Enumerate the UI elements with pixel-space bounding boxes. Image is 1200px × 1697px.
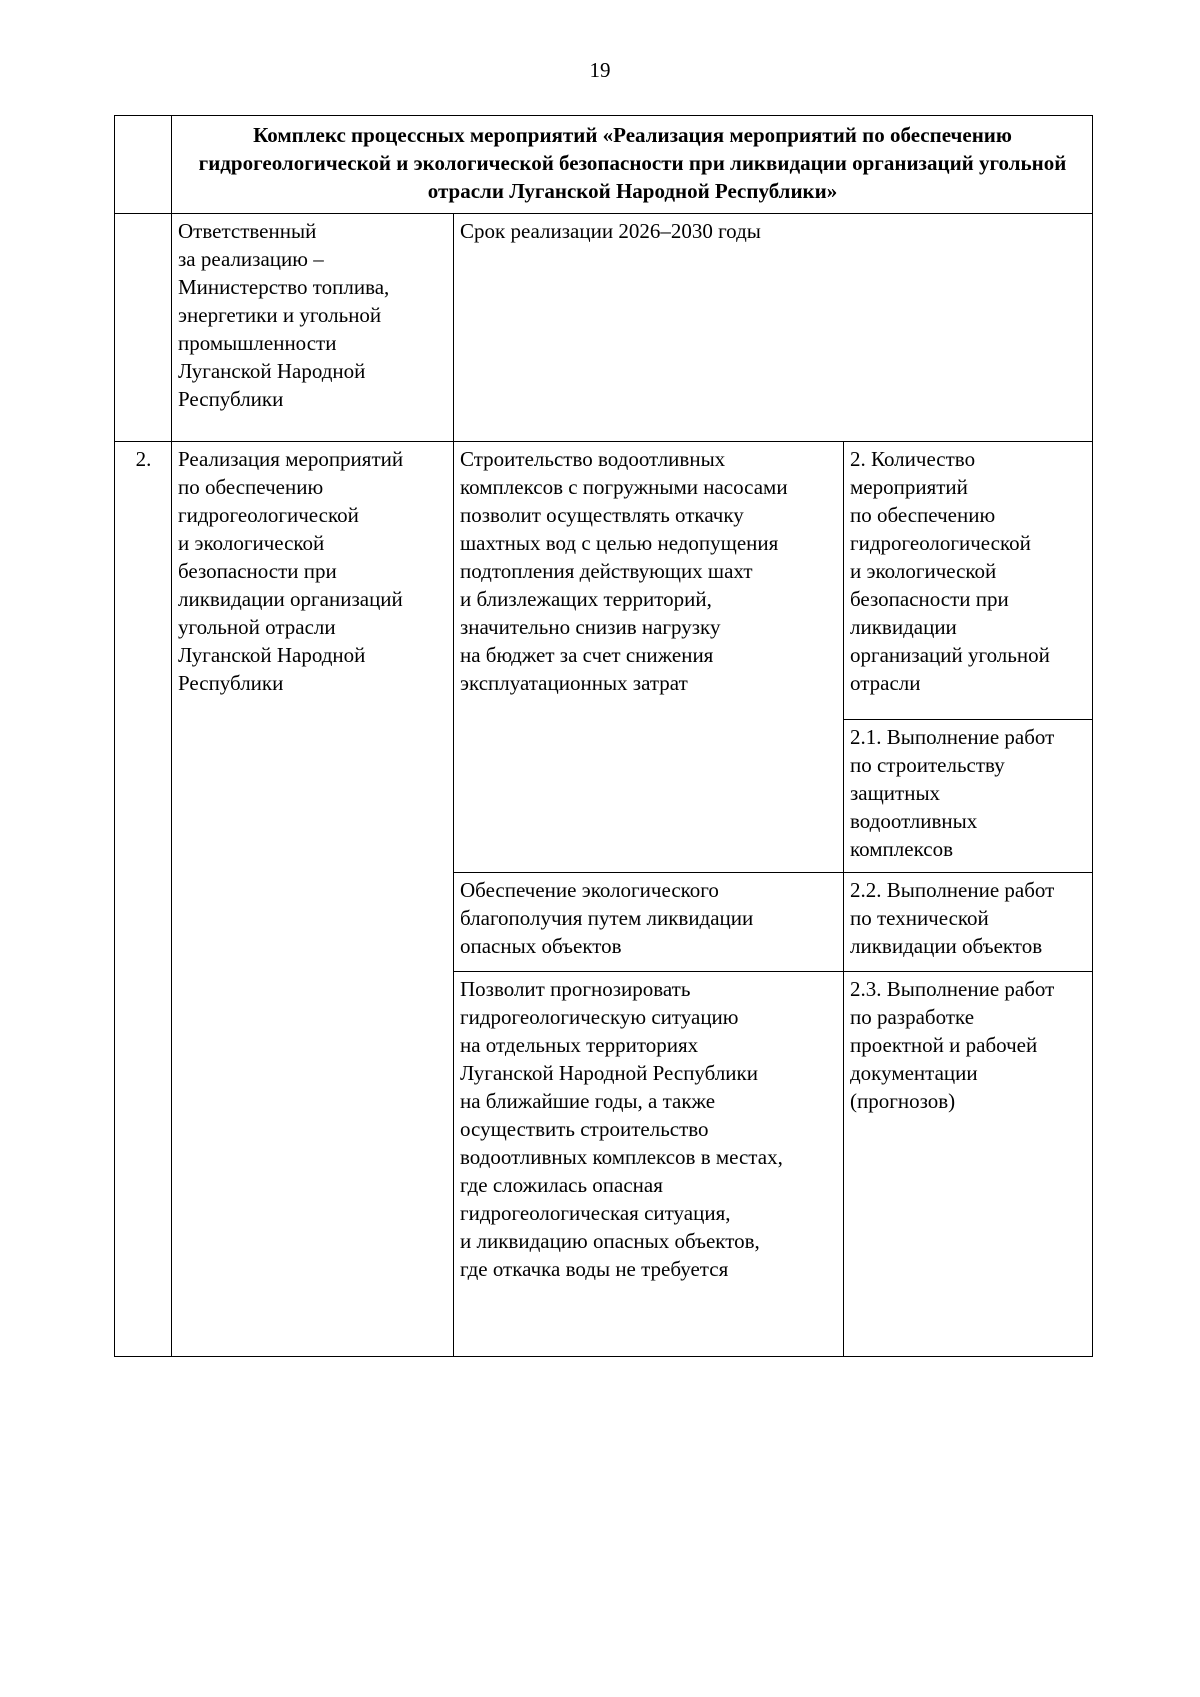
- indicator-cell-2-1: 2.1. Выполнение работ по строительству защитных водоотливных комплексов: [844, 720, 1093, 873]
- indicator-cell-2-2: 2.2. Выполнение работ по технической ликвидации объектов: [844, 873, 1093, 972]
- complex-title: Комплекс процессных мероприятий «Реализация мероприятий по обеспечению гидрогеологической и экологической безопасности при ликвидации организаций угольной отрасли Луганской Народной Республики»: [172, 116, 1093, 214]
- table-row: [115, 442, 1093, 720]
- indicator-cell-2: 2. Количество мероприятий по обеспечению гидрогеологической и экологической безопасности при ликвидации организаций угольной отрасли: [844, 442, 1093, 720]
- effect-cell-2: Обеспечение экологического благополучия путем ликвидации опасных объектов: [454, 873, 844, 972]
- measures-table: [114, 115, 1093, 1357]
- empty-number-cell: [115, 116, 172, 214]
- empty-number-cell: [115, 214, 172, 442]
- page-number: 19: [589, 58, 611, 82]
- effect-cell-3: Позволит прогнозировать гидрогеологическую ситуацию на отдельных территориях Луганской Народной Республики на ближайшие годы, а также осуществить строительство водоотливных комплексов в местах, где сложилась опасная гидрогеологическая ситуация, и ликвидацию опасных объектов, где откачка воды не требуется: [454, 972, 844, 1357]
- indicator-cell-2-3: 2.3. Выполнение работ по разработке проектной и рабочей документации (прогнозов): [844, 972, 1093, 1357]
- responsible-cell: Ответственный за реализацию – Министерство топлива, энергетики и угольной промышленности Луганской Народной Республики: [172, 214, 454, 442]
- term-cell: Срок реализации 2026–2030 годы: [454, 214, 1093, 442]
- responsible-row: [115, 214, 1093, 442]
- table-header-row: [115, 116, 1093, 214]
- task-cell: Реализация мероприятий по обеспечению гидрогеологической и экологической безопасности при ликвидации организаций угольной отрасли Луганской Народной Республики: [172, 442, 454, 1357]
- row-number: 2.: [115, 442, 172, 1357]
- effect-cell-1: Строительство водоотливных комплексов с погружными насосами позволит осуществлять откачку шахтных вод с целью недопущения подтопления действующих шахт и близлежащих территорий, значительно снизив нагрузку на бюджет за счет снижения эксплуатационных затрат: [454, 442, 844, 873]
